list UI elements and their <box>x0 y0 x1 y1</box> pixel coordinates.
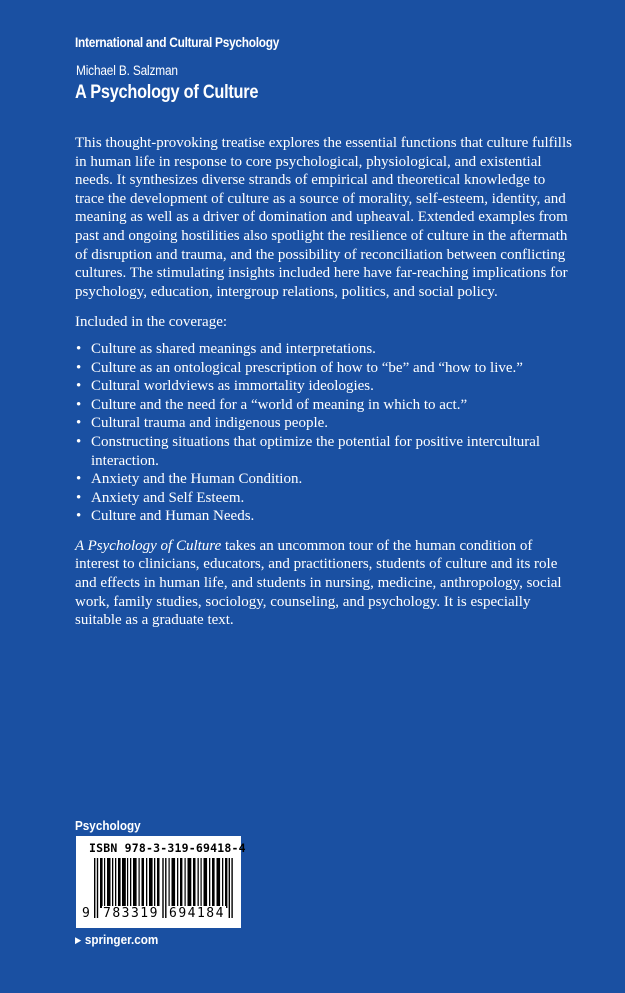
subject-category: Psychology <box>75 818 141 833</box>
coverage-item: • Anxiety and the Human Condition. <box>75 470 575 489</box>
coverage-item: • Cultural worldviews as immortality ideologies. <box>75 377 575 396</box>
closing-book-title: A Psychology of Culture <box>75 537 222 554</box>
coverage-item: • Culture as an ontological prescription of how to “be” and “how to live.” <box>75 359 575 378</box>
website-label: springer.com <box>84 932 159 947</box>
coverage-item: • Culture and Human Needs. <box>75 507 575 526</box>
coverage-item: • Anxiety and Self Esteem. <box>75 489 575 508</box>
ean-first-digit: 9 <box>82 906 90 921</box>
author-name: Michael B. Salzman <box>76 63 178 78</box>
play-triangle-icon: ▶ <box>75 935 82 945</box>
isbn-label: ISBN 978-3-319-69418-4 <box>89 841 246 855</box>
intro-paragraph: This thought-provoking treatise explores the essential functions that culture fulfills in human life in response to core psychological, physiological, and existential needs. It synthesizes diverse strands of empirical and theoretical knowledge to trace the development of culture as a source of morality, self-esteem, identity, and meaning as well as a driver of domination and upheaval. Extended examples from past and ongoing hostilities also spotlight the resilience of culture in the aftermath of disruption and trauma, and the possibility of reconciliation between conflicting cultures. The stimulating insights included here have far-reaching implications for psychology, education, intergroup relations, politics, and social policy. <box>75 135 572 300</box>
ean-right-group: 694184 <box>169 906 225 921</box>
description-block <box>75 134 575 630</box>
ean-left-group: 783319 <box>103 906 159 921</box>
coverage-heading: Included in the coverage: <box>75 314 228 331</box>
isbn-barcode <box>76 836 246 928</box>
series-name: International and Cultural Psychology <box>75 35 280 50</box>
coverage-item: • Culture and the need for a “world of meaning in which to act.” <box>75 396 575 415</box>
book-title: A Psychology of Culture <box>75 82 259 103</box>
coverage-item: • Culture as shared meanings and interpretations. <box>75 340 575 359</box>
closing-text: takes an uncommon tour of the human condition of interest to clinicians, educators, and practitioners, students of culture and its role and effects in human life, and students in nursing, medicine, anthropology, social work, family studies, sociology, counseling, and psychology. It is especially suitable as a graduate text. <box>75 537 562 629</box>
coverage-list <box>75 340 575 526</box>
closing-paragraph <box>75 537 575 630</box>
coverage-item: • Cultural trauma and indigenous people. <box>75 414 575 433</box>
publisher-website[interactable] <box>75 932 158 947</box>
coverage-item: • Constructing situations that optimize the potential for positive intercultural interaction. <box>75 433 575 470</box>
